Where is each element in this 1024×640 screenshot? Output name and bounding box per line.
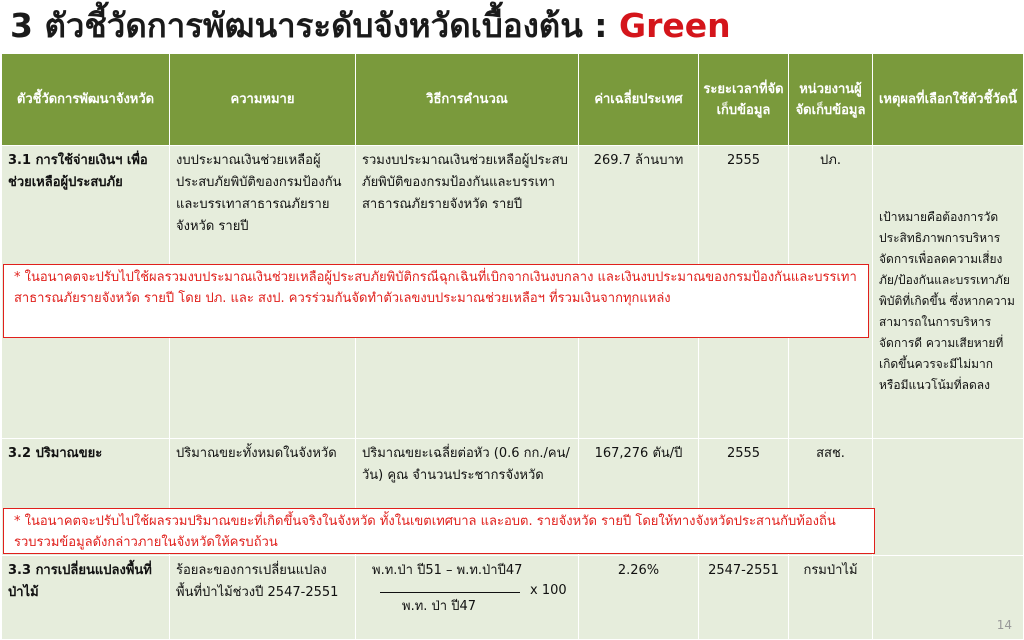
- page-title: [10, 0, 731, 52]
- period-cell: 2547-2551: [699, 556, 789, 640]
- method-cell: รวมงบประมาณเงินช่วยเหลือผู้ประสบภัยพิบัติของกรมป้องกันและบรรเทาสาธารณภัยรายจังหวัด รายปี: [356, 146, 579, 439]
- average-cell: 269.7 ล้านบาท: [579, 146, 699, 439]
- header-reason: เหตุผลที่เลือกใช้ตัวชี้วัดนี้: [873, 54, 1024, 146]
- title-accent: Green: [618, 6, 731, 45]
- agency-cell: ปภ.: [789, 146, 873, 439]
- formula-multiplier: x 100: [530, 583, 567, 599]
- method-cell: ปริมาณขยะเฉลี่ยต่อหัว (0.6 กก./คน/วัน) คูณ จำนวนประชากรจังหวัด: [356, 438, 579, 555]
- agency-cell: สสช.: [789, 438, 873, 555]
- agency-cell: กรมป่าไม้: [789, 556, 873, 640]
- average-cell: 167,276 ตัน/ปี: [579, 438, 699, 555]
- row-number: 3.1: [8, 153, 32, 168]
- average-cell: 2.26%: [579, 556, 699, 640]
- period-cell: 2555: [699, 146, 789, 439]
- page-number: 14: [996, 618, 1012, 632]
- table-row: [2, 556, 1024, 640]
- indicator-cell: [2, 556, 170, 640]
- header-agency: หน่วยงานผู้จัดเก็บข้อมูล: [789, 54, 873, 146]
- note-box-budget: * ในอนาคตจะปรับไปใช้ผลรวมงบประมาณเงินช่วยเหลือผู้ประสบภัยพิบัติกรณีฉุกเฉินที่เบิกจากเงินงบกลาง และเงินงบประมาณของกรมป้องกันและบรรเทาสาธารณภัยรายจังหวัด รายปี โดย ปภ. และ สงป. ควรร่วมกันจัดทำตัวเลขงบประมาณช่วยเหลือฯ ที่รวมเงินจากทุกแหล่ง: [3, 264, 869, 338]
- header-average: ค่าเฉลี่ยประเทศ: [579, 54, 699, 146]
- meaning-cell: งบประมาณเงินช่วยเหลือผู้ประสบภัยพิบัติของกรมป้องกันและบรรเทาสาธารณภัยรายจังหวัด รายปี: [170, 146, 356, 439]
- formula-denominator: พ.ท. ป่า ปี47: [402, 599, 477, 615]
- header-meaning: ความหมาย: [170, 54, 356, 146]
- header-method: วิธีการคำนวณ: [356, 54, 579, 146]
- method-cell: [356, 556, 579, 640]
- row-number: 3.2: [8, 445, 32, 461]
- period-cell: 2555: [699, 438, 789, 555]
- reason-empty-cell: [873, 438, 1024, 555]
- indicator-name: ปริมาณขยะ: [35, 445, 103, 461]
- meaning-cell: ร้อยละของการเปลี่ยนแปลงพื้นที่ป่าไม้ช่วงปี 2547-2551: [170, 556, 356, 640]
- fraction-formula: [362, 560, 572, 620]
- title-main: 3 ตัวชี้วัดการพัฒนาระดับจังหวัดเบื้องต้น :: [10, 6, 619, 45]
- fraction-bar: [380, 592, 520, 593]
- formula-numerator: พ.ท.ป่า ปี51 – พ.ท.ป่าปี47: [372, 563, 523, 579]
- meaning-cell: ปริมาณขยะทั้งหมดในจังหวัด: [170, 438, 356, 555]
- indicator-name: การใช้จ่ายเงินฯ เพื่อช่วยเหลือผู้ประสบภัย: [8, 153, 148, 190]
- note-box-waste: * ในอนาคตจะปรับไปใช้ผลรวมปริมาณขยะที่เกิดขึ้นจริงในจังหวัด ทั้งในเขตเทศบาล และอบต. รายจังหวัด รายปี โดยให้ทางจังหวัดประสานกับท้องถิ่นรวบรวมข้อมูลดังกล่าวภายในจังหวัดให้ครบถ้วน: [3, 508, 875, 554]
- reason-cell: เป้าหมายคือต้องการวัดประสิทธิภาพการบริหารจัดการเพื่อลดความเสี่ยงภัย/ป้องกันและบรรเทาภัยพิบัติที่เกิดขึ้น ซึ่งหากความสามารถในการบริหารจัดการดี ความเสียหายที่เกิดขึ้นควรจะมีไม่มาก หรือมีแนวโน้มที่ลดลง: [873, 146, 1024, 439]
- row-number: 3.3: [8, 563, 32, 579]
- header-period: ระยะเวลาที่จัดเก็บข้อมูล: [699, 54, 789, 146]
- header-indicator: ตัวชี้วัดการพัฒนาจังหวัด: [2, 54, 170, 146]
- indicator-name: การเปลี่ยนแปลงพื้นที่ป่าไม้: [8, 563, 152, 601]
